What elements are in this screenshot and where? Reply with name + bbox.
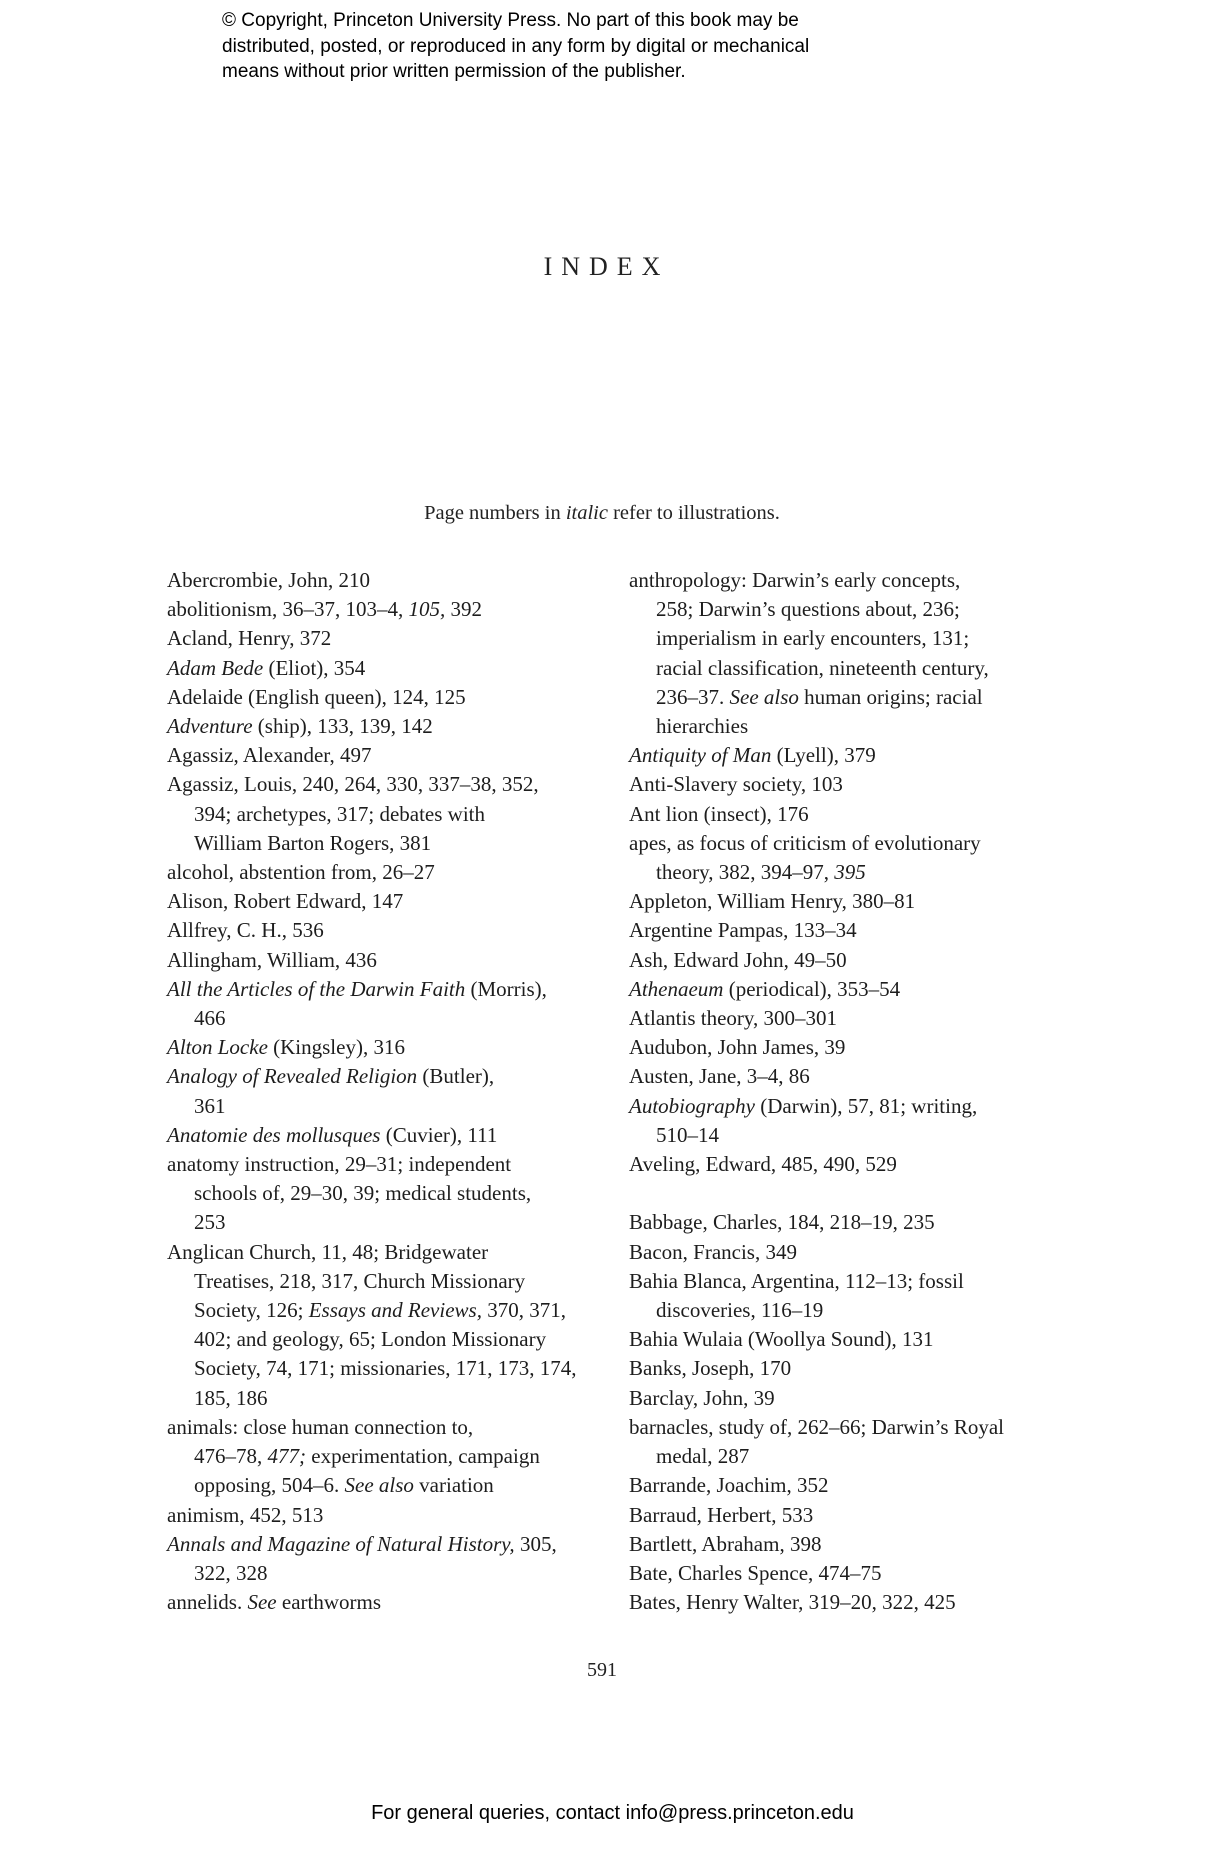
index-line: [167, 1471, 642, 1500]
index-line: [167, 1501, 642, 1530]
index-line: [167, 1442, 642, 1471]
plain-text: Ash, Edward John, 49–50: [629, 947, 847, 972]
plain-text: annelids.: [167, 1590, 248, 1615]
plain-text: anatomy instruction, 29–31; independent: [167, 1152, 512, 1177]
index-line: [167, 1267, 642, 1296]
index-line: [167, 1092, 642, 1121]
plain-text: Argentine Pampas, 133–34: [629, 918, 857, 943]
index-column-left: [167, 566, 642, 1617]
index-line: [629, 1004, 1109, 1033]
index-line: [629, 1413, 1109, 1442]
index-line: [167, 1033, 642, 1062]
plain-text: Audubon, John James, 39: [629, 1035, 846, 1060]
index-line: [629, 858, 1109, 887]
italic-text: All the Articles of the Darwin Faith: [167, 976, 466, 1001]
index-line: [167, 1413, 642, 1442]
index-line: [629, 1092, 1109, 1121]
plain-text: (Lyell), 379: [771, 743, 876, 768]
plain-text: (Kingsley), 316: [267, 1035, 405, 1060]
index-line: [629, 1588, 1109, 1617]
plain-text: Alison, Robert Edward, 147: [167, 889, 404, 914]
copyright-notice: [222, 8, 842, 85]
index-line: [167, 566, 642, 595]
plain-text: refer to illustrations.: [607, 502, 780, 524]
index-line: [629, 1150, 1109, 1179]
plain-text: medal, 287: [656, 1444, 750, 1469]
plain-text: Barrande, Joachim, 352: [629, 1473, 829, 1498]
index-line: [629, 1296, 1109, 1325]
plain-text: Aveling, Edward, 485, 490, 529: [629, 1152, 897, 1177]
italic-text: See: [247, 1590, 277, 1615]
plain-text: Babbage, Charles, 184, 218–19, 235: [629, 1210, 935, 1235]
plain-text: Atlantis theory, 300–301: [629, 1006, 838, 1031]
italic-text: italic: [565, 502, 608, 524]
plain-text: Bacon, Francis, 349: [629, 1239, 797, 1264]
index-line: [167, 1004, 642, 1033]
index-line: [629, 1208, 1109, 1237]
plain-text: Treatises, 218, 317, Church Missionary: [194, 1268, 526, 1293]
index-line: [629, 1325, 1109, 1354]
index-line: [167, 1121, 642, 1150]
index-line: [629, 1354, 1109, 1383]
index-line: [629, 1384, 1109, 1413]
italic-text: Adam Bede: [167, 655, 264, 680]
plain-text: 236–37.: [656, 684, 730, 709]
italic-text: Analogy of Revealed Religion: [167, 1064, 418, 1089]
index-line: [629, 741, 1109, 770]
plain-text: 402; and geology, 65; London Missionary: [194, 1327, 547, 1352]
index-line: [167, 1530, 642, 1559]
plain-text: Allingham, William, 436: [167, 947, 377, 972]
italic-text: 477;: [267, 1444, 306, 1469]
plain-text: 392: [445, 597, 482, 622]
plain-text: Appleton, William Henry, 380–81: [629, 889, 916, 914]
index-line: [167, 1062, 642, 1091]
italic-text: Anatomie des mollusques: [167, 1122, 381, 1147]
plain-text: Bartlett, Abraham, 398: [629, 1531, 822, 1556]
plain-text: 253: [194, 1210, 226, 1235]
index-line: [629, 1501, 1109, 1530]
italic-text: 105,: [408, 597, 446, 622]
plain-text: (Darwin), 57, 81; writing,: [755, 1093, 978, 1118]
index-line: [629, 1062, 1109, 1091]
italic-text: Autobiography: [629, 1093, 755, 1118]
index-line: [629, 1033, 1109, 1062]
plain-text: Ant lion (insect), 176: [629, 801, 809, 826]
index-line: [167, 1384, 642, 1413]
page-title: INDEX: [543, 252, 670, 281]
plain-text: 510–14: [656, 1122, 719, 1147]
index-line: [629, 624, 1109, 653]
plain-text: imperialism in early encounters, 131;: [656, 626, 970, 651]
plain-text: (periodical), 353–54: [723, 976, 901, 1001]
plain-text: abolitionism, 36–37, 103–4,: [167, 597, 409, 622]
index-line: [629, 946, 1109, 975]
plain-text: William Barton Rogers, 381: [194, 830, 432, 855]
plain-text: Bates, Henry Walter, 319–20, 322, 425: [629, 1590, 956, 1615]
plain-text: Austen, Jane, 3–4, 86: [629, 1064, 810, 1089]
page-number: 591: [587, 1659, 617, 1681]
index-line: [629, 1559, 1109, 1588]
index-line: [629, 770, 1109, 799]
index-line: [629, 975, 1109, 1004]
plain-text: apes, as focus of criticism of evolutionary: [629, 830, 981, 855]
index-line: [629, 887, 1109, 916]
plain-text: Bate, Charles Spence, 474–75: [629, 1560, 882, 1585]
index-line: [167, 916, 642, 945]
index-line: [167, 975, 642, 1004]
plain-text: 370, 371,: [481, 1298, 566, 1323]
plain-text: Agassiz, Alexander, 497: [167, 743, 372, 768]
copyright-line: distributed, posted, or reproduced in any form by digital or mechanical: [222, 35, 810, 57]
copyright-line: © Copyright, Princeton University Press. No part of this book may be: [222, 10, 799, 31]
plain-text: 361: [194, 1093, 226, 1118]
plain-text: human origins; racial: [798, 684, 983, 709]
index-line: [167, 1150, 642, 1179]
index-line: [167, 1559, 642, 1588]
italic-text: See also: [344, 1473, 414, 1498]
plain-text: 185, 186: [194, 1385, 268, 1410]
index-line: [167, 1296, 642, 1325]
plain-text: theory, 382, 394–97,: [656, 860, 835, 885]
plain-text: Banks, Joseph, 170: [629, 1356, 792, 1381]
italic-text: Adventure: [167, 714, 253, 739]
index-line: [167, 683, 642, 712]
italics-note: [2, 502, 1202, 525]
index-line: [629, 916, 1109, 945]
index-line: [167, 1354, 642, 1383]
italic-text: Alton Locke: [167, 1035, 268, 1060]
index-line: [167, 654, 642, 683]
plain-text: (Cuvier), 111: [380, 1122, 498, 1147]
plain-text: Anglican Church, 11, 48; Bridgewater: [167, 1239, 489, 1264]
index-line: [629, 1121, 1109, 1150]
index-line: [629, 800, 1109, 829]
copyright-line: means without prior written permission of the publisher.: [222, 61, 686, 82]
index-line: [629, 1530, 1109, 1559]
index-line: [167, 946, 642, 975]
plain-text: discoveries, 116–19: [656, 1298, 824, 1323]
italic-text: 395: [834, 860, 866, 885]
index-line: [629, 654, 1109, 683]
plain-text: variation: [413, 1473, 494, 1498]
index-line: [167, 858, 642, 887]
plain-text: opposing, 504–6.: [194, 1473, 345, 1498]
index-line: [167, 741, 642, 770]
plain-text: (Morris),: [465, 976, 547, 1001]
index-line: [167, 1238, 642, 1267]
plain-text: Bahia Blanca, Argentina, 112–13; fossil: [629, 1268, 964, 1293]
index-line: [629, 1238, 1109, 1267]
plain-text: 394; archetypes, 317; debates with: [194, 801, 486, 826]
plain-text: Society, 74, 171; missionaries, 171, 173, 174,: [194, 1356, 577, 1381]
index-column-right: [629, 566, 1109, 1617]
plain-text: (Butler),: [417, 1064, 495, 1089]
index-line: [629, 683, 1109, 712]
index-line: [167, 1179, 642, 1208]
plain-text: 476–78,: [194, 1444, 268, 1469]
plain-text: 322, 328: [194, 1560, 268, 1585]
index-line: [629, 595, 1109, 624]
italic-text: Athenaeum: [629, 976, 724, 1001]
plain-text: Adelaide (English queen), 124, 125: [167, 684, 466, 709]
plain-text: Bahia Wulaia (Woollya Sound), 131: [629, 1327, 934, 1352]
plain-text: Barclay, John, 39: [629, 1385, 775, 1410]
index-line: [167, 887, 642, 916]
plain-text: hierarchies: [656, 714, 749, 739]
index-line: [167, 829, 642, 858]
plain-text: alcohol, abstention from, 26–27: [167, 860, 435, 885]
plain-text: Abercrombie, John, 210: [167, 568, 370, 592]
plain-text: (ship), 133, 139, 142: [252, 714, 433, 739]
plain-text: experimentation, campaign: [306, 1444, 540, 1469]
index-line: [629, 829, 1109, 858]
index-line: [629, 1267, 1109, 1296]
plain-text: 466: [194, 1006, 226, 1031]
plain-text: Allfrey, C. H., 536: [167, 918, 324, 943]
plain-text: (Eliot), 354: [263, 655, 366, 680]
plain-text: anthropology: Darwin’s early concepts,: [629, 568, 961, 592]
plain-text: Barraud, Herbert, 533: [629, 1502, 814, 1527]
index-line: [167, 1588, 642, 1617]
plain-text: animals: close human connection to,: [167, 1414, 474, 1439]
italic-text: Essays and Reviews,: [308, 1298, 482, 1323]
plain-text: Agassiz, Louis, 240, 264, 330, 337–38, 352,: [167, 772, 539, 797]
plain-text: Anti-Slavery society, 103: [629, 772, 843, 797]
index-line: [629, 712, 1109, 741]
index-line: [629, 1442, 1109, 1471]
index-line: [167, 1325, 642, 1354]
footer-contact: For general queries, contact info@press.princeton.edu: [371, 1802, 854, 1824]
index-line: [167, 712, 642, 741]
index-line: [629, 566, 1109, 595]
index-line: [167, 624, 642, 653]
plain-text: earthworms: [276, 1590, 382, 1615]
italic-text: See also: [729, 684, 799, 709]
plain-text: Society, 126;: [194, 1298, 309, 1323]
index-line: [167, 595, 642, 624]
italic-text: Annals and Magazine of Natural History,: [167, 1531, 515, 1556]
index-line: [629, 1471, 1109, 1500]
plain-text: Acland, Henry, 372: [167, 626, 332, 651]
plain-text: barnacles, study of, 262–66; Darwin’s Royal: [629, 1414, 1005, 1439]
plain-text: schools of, 29–30, 39; medical students,: [194, 1181, 532, 1206]
index-line: [167, 1208, 642, 1237]
plain-text: Page numbers in: [424, 502, 566, 524]
index-line: [167, 770, 642, 799]
plain-text: racial classification, nineteenth century,: [656, 655, 989, 680]
italic-text: Antiquity of Man: [629, 743, 772, 768]
plain-text: 258; Darwin’s questions about, 236;: [656, 597, 960, 622]
index-line: [167, 800, 642, 829]
plain-text: 305,: [514, 1531, 557, 1556]
plain-text: animism, 452, 513: [167, 1502, 324, 1527]
